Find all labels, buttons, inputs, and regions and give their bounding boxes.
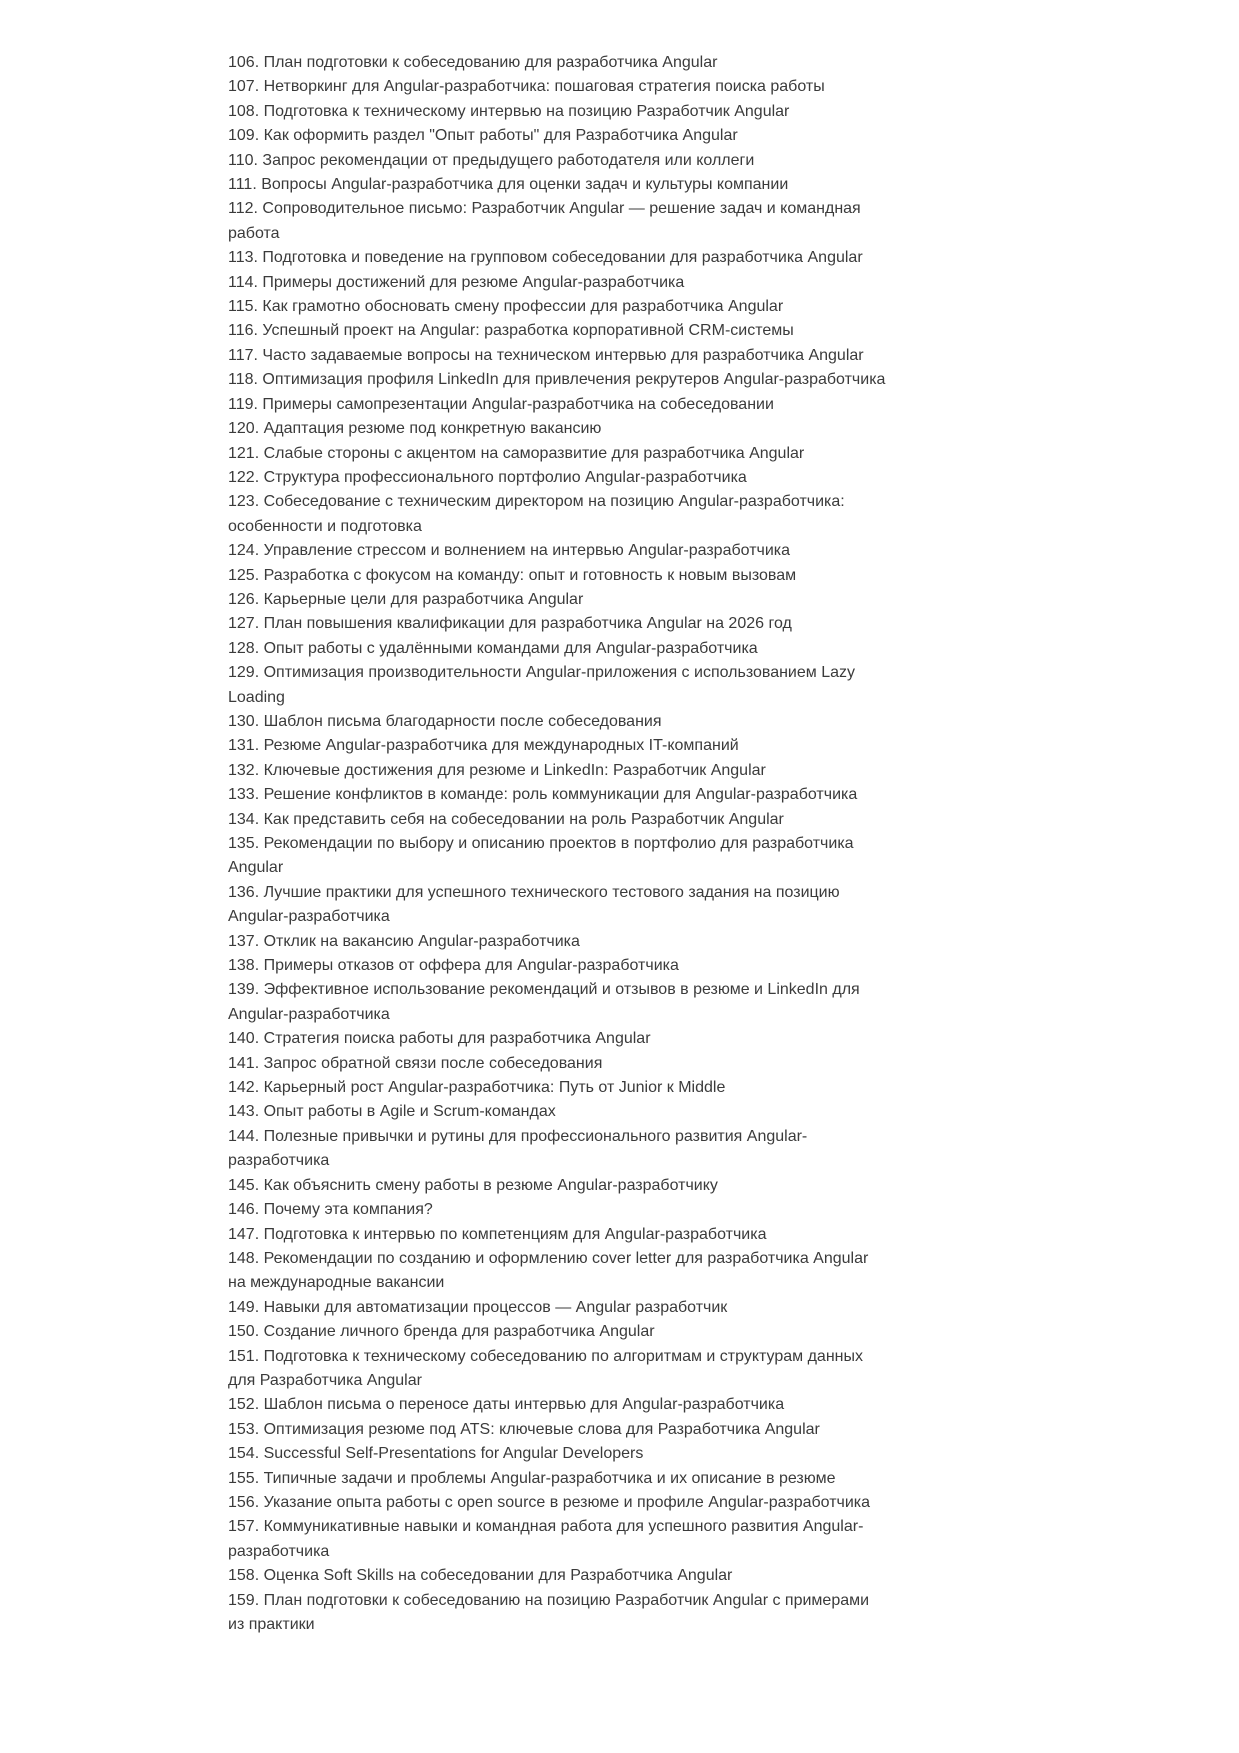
item-number: 146.	[228, 1201, 260, 1219]
item-title: Примеры самопрезентации Angular-разработчика на собеседовании	[262, 395, 774, 413]
item-number: 118.	[228, 371, 258, 389]
list-item	[228, 75, 886, 99]
item-title: Шаблон письма благодарности после собеседования	[263, 712, 662, 730]
item-title: Как оформить раздел "Опыт работы" для Разработчика Angular	[263, 127, 738, 145]
item-number: 159.	[228, 1591, 260, 1609]
item-number: 157.	[228, 1518, 260, 1536]
item-title: Шаблон письма о переносе даты интервью для Angular-разработчика	[263, 1396, 785, 1414]
item-number: 125.	[228, 566, 260, 584]
item-title: Подготовка и поведение на групповом собеседовании для разработчика Angular	[262, 249, 863, 267]
item-number: 123.	[228, 493, 260, 511]
item-number: 142.	[228, 1079, 260, 1097]
topic-list	[228, 51, 886, 1637]
item-title: Собеседование с техническим директором на позицию Angular-разработчика: особенности и подготовка	[228, 493, 845, 535]
item-number: 120.	[228, 420, 260, 438]
item-number: 144.	[228, 1127, 260, 1145]
item-title: Адаптация резюме под конкретную вакансию	[263, 420, 602, 438]
item-title: Подготовка к техническому собеседованию по алгоритмам и структурам данных для Разработчика Angular	[228, 1347, 863, 1389]
item-title: Типичные задачи и проблемы Angular-разработчика и их описание в резюме	[263, 1469, 836, 1487]
item-number: 151.	[228, 1347, 260, 1365]
item-title: Ключевые достижения для резюме и LinkedIn: Разработчик Angular	[263, 761, 766, 779]
item-number: 143.	[228, 1103, 260, 1121]
list-item	[228, 661, 886, 710]
item-number: 126.	[228, 590, 260, 608]
item-title: Оценка Soft Skills на собеседовании для Разработчика Angular	[263, 1567, 733, 1585]
item-title: Рекомендации по выбору и описанию проектов в портфолио для разработчика Angular	[228, 835, 854, 877]
item-number: 132.	[228, 761, 260, 779]
item-title: Отклик на вакансию Angular-разработчика	[263, 932, 580, 950]
item-number: 129.	[228, 664, 260, 682]
item-number: 117.	[228, 346, 258, 364]
list-item	[228, 588, 886, 612]
item-title: Стратегия поиска работы для разработчика Angular	[263, 1030, 651, 1048]
item-title: Резюме Angular-разработчика для международных IT-компаний	[263, 737, 739, 755]
list-item	[228, 393, 886, 417]
item-title: Навыки для автоматизации процессов — Angular разработчик	[263, 1298, 728, 1316]
list-item	[228, 1174, 886, 1198]
item-number: 109.	[228, 127, 260, 145]
list-item	[228, 246, 886, 270]
item-number: 140.	[228, 1030, 260, 1048]
item-number: 133.	[228, 786, 260, 804]
item-title: Запрос рекомендации от предыдущего работодателя или коллеги	[262, 151, 755, 169]
list-item	[228, 1247, 886, 1296]
item-title: Почему эта компания?	[263, 1201, 433, 1219]
item-title: Разработка с фокусом на команду: опыт и готовность к новым вызовам	[263, 566, 797, 584]
item-number: 141.	[228, 1054, 260, 1072]
item-title: Карьерные цели для разработчика Angular	[263, 590, 584, 608]
list-item	[228, 442, 886, 466]
item-title: Эффективное использование рекомендаций и отзывов в резюме и LinkedIn для Angular-разработчика	[228, 981, 860, 1023]
list-item	[228, 466, 886, 490]
item-number: 139.	[228, 981, 260, 999]
item-title: Опыт работы в Agile и Scrum-командах	[263, 1103, 556, 1121]
item-title: Как объяснить смену работы в резюме Angular-разработчику	[263, 1176, 718, 1194]
item-title: Как представить себя на собеседовании на роль Разработчик Angular	[263, 810, 784, 828]
list-item	[228, 1393, 886, 1417]
item-number: 156.	[228, 1493, 260, 1511]
item-title: Примеры достижений для резюме Angular-разработчика	[262, 273, 685, 291]
item-title: Запрос обратной связи после собеседования	[263, 1054, 603, 1072]
list-item	[228, 1491, 886, 1515]
list-item	[228, 319, 886, 343]
item-title: Решение конфликтов в команде: роль коммуникации для Angular-разработчика	[263, 786, 858, 804]
item-number: 136.	[228, 883, 260, 901]
item-number: 116.	[228, 322, 258, 340]
item-number: 158.	[228, 1567, 260, 1585]
item-number: 148.	[228, 1249, 260, 1267]
item-number: 145.	[228, 1176, 260, 1194]
item-title: Оптимизация профиля LinkedIn для привлечения рекрутеров Angular-разработчика	[262, 371, 886, 389]
list-item	[228, 710, 886, 734]
item-number: 113.	[228, 249, 258, 267]
item-number: 154.	[228, 1445, 260, 1463]
list-item	[228, 1345, 886, 1394]
list-item	[228, 930, 886, 954]
item-title: План повышения квалификации для разработчика Angular на 2026 год	[263, 615, 792, 633]
list-item	[228, 1027, 886, 1051]
item-number: 124.	[228, 542, 260, 560]
item-title: Как грамотно обосновать смену профессии для разработчика Angular	[262, 298, 784, 316]
item-title: Оптимизация резюме под ATS: ключевые слова для Разработчика Angular	[263, 1420, 820, 1438]
list-item	[228, 197, 886, 246]
item-number: 130.	[228, 712, 260, 730]
item-number: 131.	[228, 737, 260, 755]
item-number: 115.	[228, 298, 258, 316]
list-item	[228, 295, 886, 319]
item-number: 119.	[228, 395, 258, 413]
item-title: Карьерный рост Angular-разработчика: Путь от Junior к Middle	[263, 1079, 726, 1097]
list-item	[228, 149, 886, 173]
item-title: Подготовка к интервью по компетенциям для Angular-разработчика	[263, 1225, 767, 1243]
item-number: 114.	[228, 273, 258, 291]
item-number: 107.	[228, 78, 260, 96]
list-item	[228, 1589, 886, 1638]
list-item	[228, 1442, 886, 1466]
item-title: Часто задаваемые вопросы на техническом интервью для разработчика Angular	[262, 346, 864, 364]
item-number: 128.	[228, 639, 260, 657]
list-item	[228, 1515, 886, 1564]
list-item	[228, 124, 886, 148]
list-item	[228, 832, 886, 881]
item-title: Лучшие практики для успешного технического тестового задания на позицию Angular-разработчика	[228, 883, 840, 926]
list-item	[228, 51, 886, 75]
item-number: 108.	[228, 102, 260, 120]
list-item	[228, 881, 886, 930]
item-title: Оптимизация производительности Angular-приложения с использованием Lazy Loading	[228, 664, 856, 706]
list-item	[228, 1296, 886, 1320]
item-number: 135.	[228, 835, 260, 852]
list-item	[228, 1223, 886, 1247]
item-title: Указание опыта работы с open source в резюме и профиле Angular-разработчика	[263, 1493, 871, 1511]
item-number: 122.	[228, 468, 260, 486]
item-number: 110.	[228, 151, 258, 169]
list-item	[228, 1100, 886, 1124]
item-number: 155.	[228, 1469, 260, 1487]
item-title: Успешный проект на Angular: разработка корпоративной CRM-системы	[262, 322, 794, 340]
item-title: Вопросы Angular-разработчика для оценки задач и культуры компании	[261, 176, 789, 194]
item-number: 153.	[228, 1420, 260, 1438]
list-item	[228, 954, 886, 978]
list-item	[228, 978, 886, 1027]
list-item	[228, 368, 886, 392]
list-item	[228, 783, 886, 807]
item-title: Коммуникативные навыки и командная работа для успешного развития Angular-разработчика	[228, 1518, 864, 1560]
list-item	[228, 100, 886, 124]
item-title: Опыт работы с удалёнными командами для Angular-разработчика	[263, 639, 758, 657]
item-title: Сопроводительное письмо: Разработчик Angular — решение задач и командная работа	[228, 200, 861, 242]
item-number: 152.	[228, 1396, 260, 1414]
item-title: План подготовки к собеседованию на позицию Разработчик Angular с примерами из практики	[228, 1591, 870, 1633]
item-number: 127.	[228, 615, 260, 633]
item-title: Successful Self-Presentations for Angular Developers	[263, 1445, 644, 1463]
list-item	[228, 1564, 886, 1588]
item-title: Полезные привычки и рутины для профессионального развития Angular-разработчика	[228, 1127, 808, 1170]
list-item	[228, 808, 886, 832]
item-number: 149.	[228, 1298, 260, 1316]
item-title: Слабые стороны с акцентом на саморазвитие для разработчика Angular	[263, 444, 805, 462]
list-item	[228, 1418, 886, 1442]
list-item	[228, 539, 886, 563]
list-item	[228, 1198, 886, 1222]
item-title: Нетворкинг для Angular-разработчика: пошаговая стратегия поиска работы	[263, 78, 825, 96]
item-title: План подготовки к собеседованию для разработчика Angular	[263, 54, 718, 71]
item-title: Рекомендации по созданию и оформлению cover letter для разработчика Angular на международные вакансии	[228, 1249, 869, 1292]
item-title: Подготовка к техническому интервью на позицию Разработчик Angular	[263, 102, 790, 120]
list-item	[228, 271, 886, 295]
item-number: 111.	[228, 176, 257, 194]
item-number: 150.	[228, 1323, 260, 1341]
list-item	[228, 612, 886, 636]
item-number: 147.	[228, 1225, 260, 1243]
item-number: 134.	[228, 810, 260, 828]
list-item	[228, 1125, 886, 1174]
list-item	[228, 417, 886, 441]
item-number: 121.	[228, 444, 260, 462]
item-number: 106.	[228, 54, 260, 71]
list-item	[228, 173, 886, 197]
list-item	[228, 564, 886, 588]
list-item	[228, 759, 886, 783]
list-item	[228, 490, 886, 539]
list-item	[228, 637, 886, 661]
item-title: Структура профессионального портфолио Angular-разработчика	[263, 468, 747, 486]
item-title: Управление стрессом и волнением на интервью Angular-разработчика	[263, 542, 791, 560]
item-title: Примеры отказов от оффера для Angular-разработчика	[263, 957, 679, 975]
item-title: Создание личного бренда для разработчика Angular	[263, 1323, 655, 1341]
item-number: 112.	[228, 200, 258, 218]
list-item	[228, 1320, 886, 1344]
list-item	[228, 344, 886, 368]
item-number: 137.	[228, 932, 260, 950]
list-item	[228, 1052, 886, 1076]
item-number: 138.	[228, 957, 260, 975]
list-item	[228, 734, 886, 758]
list-item	[228, 1467, 886, 1491]
list-item	[228, 1076, 886, 1100]
